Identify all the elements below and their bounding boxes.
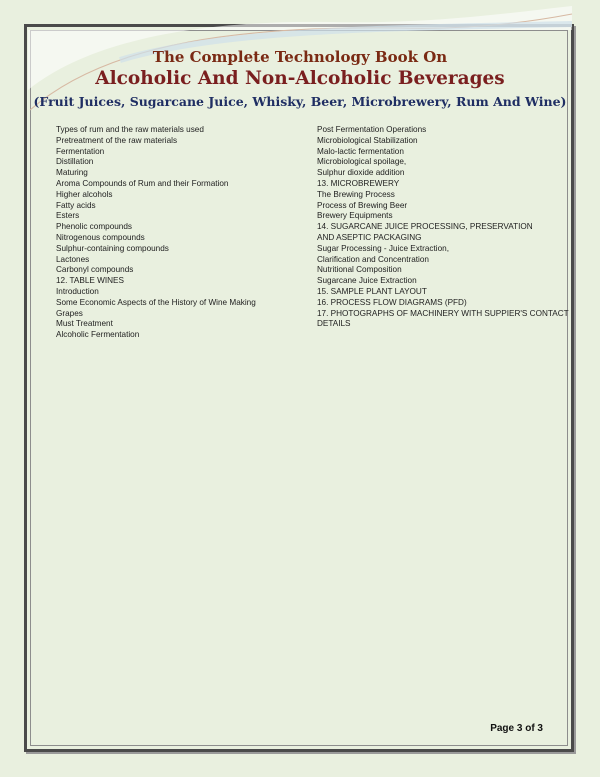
contents-item: Sulphur dioxide addition	[317, 168, 405, 178]
contents-right-column	[317, 125, 569, 330]
contents-item: Sulphur-containing compounds	[56, 243, 169, 253]
contents-item: Phenolic compounds	[56, 222, 133, 232]
contents-item: Grapes	[56, 308, 83, 318]
contents-item: Fatty acids	[56, 200, 96, 210]
contents-item: Types of rum and the raw materials used	[56, 125, 204, 134]
contents-item: 14. SUGARCANE JUICE PROCESSING, PRESERVATION	[317, 222, 533, 232]
contents-item: Distillation	[56, 157, 94, 167]
contents-item: Must Treatment	[56, 319, 113, 329]
title-line-2: Alcoholic And Non-Alcoholic Beverages	[95, 68, 505, 89]
contents-item: 12. TABLE WINES	[56, 276, 124, 286]
contents-item: 17. PHOTOGRAPHS OF MACHINERY WITH SUPPIER'S CONTACT	[317, 308, 569, 318]
contents-item: Clarification and Concentration	[317, 254, 429, 264]
contents-item: DETAILS	[317, 319, 351, 329]
contents-item: Post Fermentation Operations	[317, 125, 427, 134]
contents-item: 15. SAMPLE PLANT LAYOUT	[317, 286, 427, 296]
page-number: Page 3 of 3	[490, 723, 543, 734]
contents-item: Carbonyl compounds	[56, 265, 134, 275]
contents-item: Higher alcohols	[56, 189, 113, 199]
contents-item: Fermentation	[56, 146, 105, 156]
contents-item: Pretreatment of the raw materials	[56, 135, 178, 145]
contents-item: Sugarcane Juice Extraction	[317, 276, 417, 286]
contents-item: Alcoholic Fermentation	[56, 330, 140, 340]
contents-item: Microbiological Stabilization	[317, 135, 418, 145]
title-line-3: (Fruit Juices, Sugarcane Juice, Whisky, Beer, Microbrewery, Rum And Wine)	[33, 94, 567, 109]
contents-item: AND ASEPTIC PACKAGING	[317, 232, 422, 242]
contents-item: Brewery Equipments	[317, 211, 393, 221]
title-block	[0, 48, 600, 111]
contents-item: Aroma Compounds of Rum and their Formation	[56, 178, 229, 188]
contents-item: Nitrogenous compounds	[56, 232, 145, 242]
contents-item: Lactones	[56, 254, 90, 264]
contents-item: Sugar Processing - Juice Extraction,	[317, 243, 449, 253]
contents-item: Esters	[56, 211, 80, 221]
contents-item: 16. PROCESS FLOW DIAGRAMS (PFD)	[317, 297, 467, 307]
title-line-1: The Complete Technology Book On	[152, 48, 448, 66]
contents-item: Malo-lactic fermentation	[317, 146, 404, 156]
contents-item: 13. MICROBREWERY	[317, 178, 400, 188]
contents-item: Process of Brewing Beer	[317, 200, 408, 210]
contents-item: Nutritional Composition	[317, 265, 402, 275]
contents-item: Some Economic Aspects of the History of Wine Making	[56, 297, 256, 307]
contents-left-column	[56, 125, 296, 341]
contents-item: The Brewing Process	[317, 189, 395, 199]
contents-item: Introduction	[56, 286, 99, 296]
contents-item: Maturing	[56, 168, 88, 178]
contents-item: Microbiological spoilage,	[317, 157, 407, 167]
